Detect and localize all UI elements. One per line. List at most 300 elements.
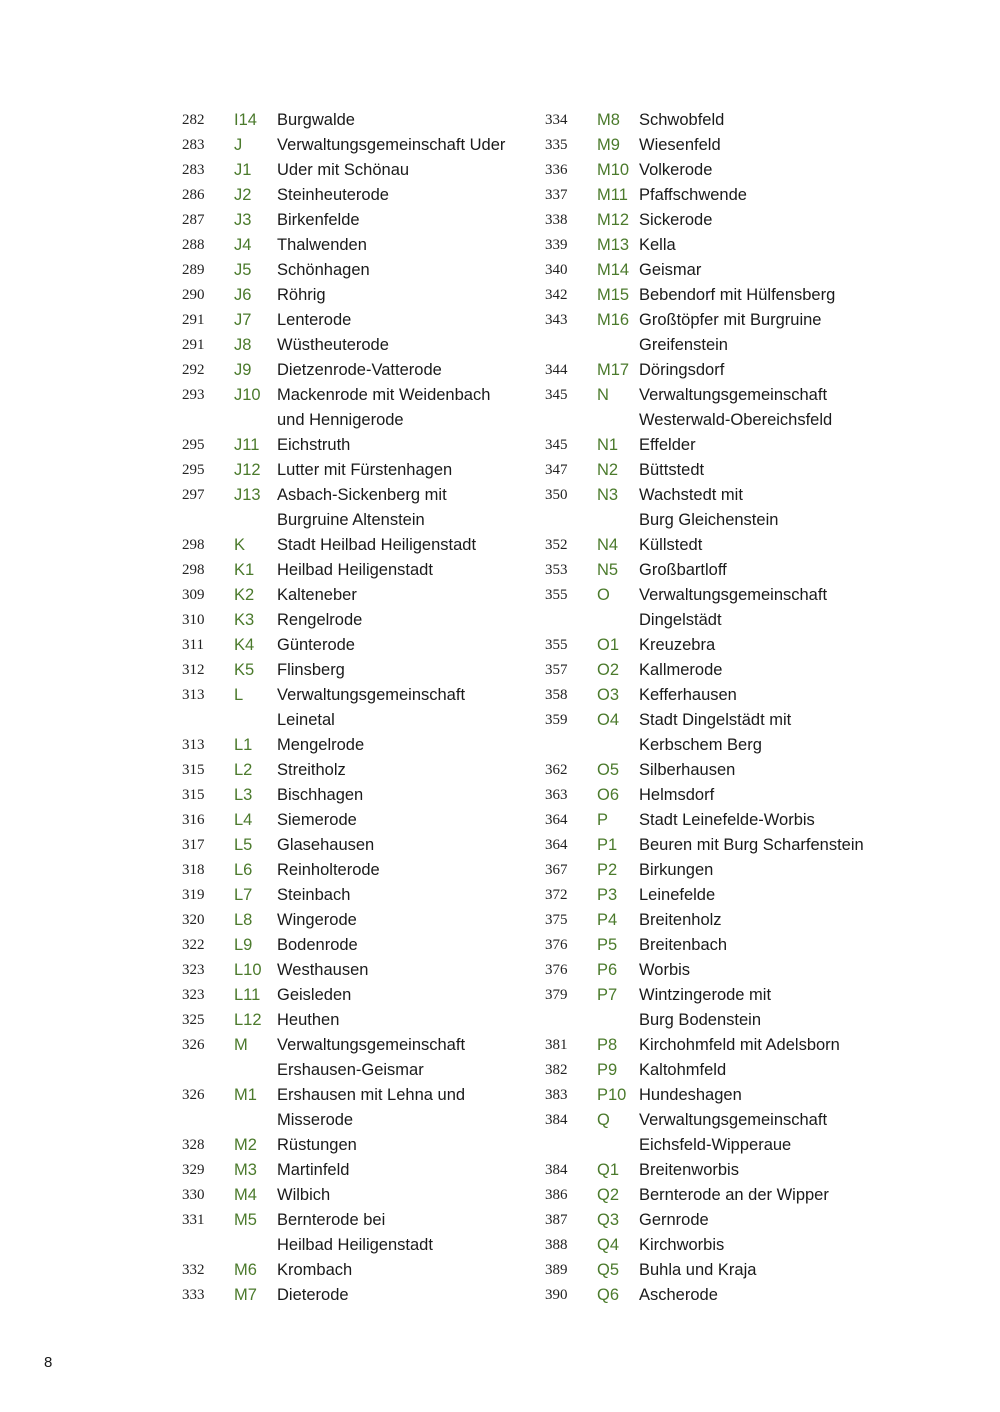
toc-page-number: 340: [545, 262, 568, 278]
toc-page-number: 352: [545, 537, 568, 553]
toc-section-code: N3: [597, 486, 619, 504]
toc-page-number: 362: [545, 762, 568, 778]
toc-page-number: 323: [182, 987, 205, 1003]
toc-title-line: Verwaltungsgemeinschaft: [277, 1036, 466, 1054]
toc-right-column: [545, 108, 890, 1308]
toc-entry: [545, 308, 890, 358]
toc-section-title: [277, 1083, 527, 1133]
toc-page-number: 331: [182, 1212, 205, 1228]
toc-page-number: 383: [545, 1087, 568, 1103]
toc-section-title: [639, 383, 890, 433]
toc-entry: [182, 583, 527, 608]
toc-entry: [545, 108, 890, 133]
toc-section-code: M8: [597, 111, 620, 129]
toc-entry: [545, 1183, 890, 1208]
toc-section-title: [277, 758, 527, 783]
toc-entry: [182, 183, 527, 208]
toc-page-number: 372: [545, 887, 568, 903]
toc-section-title: [277, 783, 527, 808]
toc-entry: [182, 758, 527, 783]
toc-section-title: [639, 1033, 890, 1058]
toc-section-code: O3: [597, 686, 620, 704]
toc-section-code: Q1: [597, 1161, 620, 1179]
toc-entry: [545, 1258, 890, 1283]
toc-section-title: [277, 883, 527, 908]
toc-entry: [182, 1033, 527, 1083]
toc-section-title: [639, 233, 890, 258]
toc-title-line: Wingerode: [277, 911, 357, 929]
toc-title-line: Siemerode: [277, 811, 357, 829]
toc-title-line: und Hennigerode: [277, 411, 404, 429]
toc-page-number: 342: [545, 287, 568, 303]
toc-section-title: [639, 1058, 890, 1083]
toc-section-code: P2: [597, 861, 618, 879]
toc-title-line: Bischhagen: [277, 786, 364, 804]
toc-entry: [545, 1208, 890, 1233]
toc-title-line: Steinheuterode: [277, 186, 389, 204]
toc-page-number: 295: [182, 462, 205, 478]
toc-page-number: 334: [545, 112, 568, 128]
toc-entry: [182, 1158, 527, 1183]
toc-section-code: J2: [234, 186, 252, 204]
toc-page-number: 326: [182, 1037, 205, 1053]
toc-entry: [545, 933, 890, 958]
toc-page-number: 345: [545, 437, 568, 453]
toc-title-line: Kella: [639, 236, 676, 254]
toc-entry: [545, 883, 890, 908]
toc-entry: [545, 233, 890, 258]
toc-section-code: M11: [597, 186, 628, 204]
toc-page-number: 323: [182, 962, 205, 978]
toc-section-code: M: [234, 1036, 248, 1054]
toc-entry: [545, 1083, 890, 1108]
toc-section-title: [639, 158, 890, 183]
toc-title-line: Lenterode: [277, 311, 352, 329]
toc-title-line: Burgwalde: [277, 111, 355, 129]
toc-entry: [182, 208, 527, 233]
toc-section-code: M7: [234, 1286, 257, 1304]
toc-section-title: [639, 1183, 890, 1208]
toc-entry: [545, 658, 890, 683]
toc-section-title: [277, 533, 527, 558]
toc-section-code: K2: [234, 586, 255, 604]
toc-section-code: M3: [234, 1161, 257, 1179]
toc-section-title: [277, 658, 527, 683]
toc-section-code: Q4: [597, 1236, 620, 1254]
toc-section-title: [277, 383, 527, 433]
toc-page-number: 328: [182, 1137, 205, 1153]
page-number: 8: [44, 1354, 53, 1371]
toc-title-line: Sickerode: [639, 211, 713, 229]
toc-title-line: Reinholterode: [277, 861, 380, 879]
toc-section-title: [639, 1258, 890, 1283]
toc-section-title: [639, 458, 890, 483]
toc-title-line: Kallmerode: [639, 661, 723, 679]
toc-section-code: M4: [234, 1186, 257, 1204]
toc-title-line: Dingelstädt: [639, 611, 722, 629]
toc-page-number: 388: [545, 1237, 568, 1253]
toc-entry: [182, 433, 527, 458]
toc-title-line: Kefferhausen: [639, 686, 737, 704]
toc-title-line: Schönhagen: [277, 261, 370, 279]
toc-title-line: Bernterode bei: [277, 1211, 386, 1229]
toc-title-line: Westhausen: [277, 961, 369, 979]
toc-title-line: Leinetal: [277, 711, 335, 729]
toc-section-title: [639, 1283, 890, 1308]
toc-section-title: [639, 1083, 890, 1108]
toc-page-number: 315: [182, 787, 205, 803]
toc-title-line: Burgruine Altenstein: [277, 511, 425, 529]
toc-section-code: L9: [234, 936, 253, 954]
toc-page-number: 318: [182, 862, 205, 878]
toc-page-number: 364: [545, 837, 568, 853]
toc-section-code: I14: [234, 111, 257, 129]
toc-title-line: Ershausen mit Lehna und: [277, 1086, 466, 1104]
toc-page-number: 375: [545, 912, 568, 928]
toc-section-title: [277, 208, 527, 233]
toc-title-line: Birkungen: [639, 861, 714, 879]
toc-section-title: [639, 183, 890, 208]
toc-title-line: Verwaltungsgemeinschaft: [639, 386, 828, 404]
toc-page-number: 283: [182, 162, 205, 178]
toc-section-code: K5: [234, 661, 255, 679]
toc-page-number: 343: [545, 312, 568, 328]
toc-title-line: Eichsfeld-Wipperaue: [639, 1136, 792, 1154]
toc-section-title: [277, 1183, 527, 1208]
toc-section-code: N2: [597, 461, 619, 479]
toc-section-code: M15: [597, 286, 630, 304]
toc-section-code: M10: [597, 161, 630, 179]
toc-entry: [182, 783, 527, 808]
toc-page-number: 355: [545, 637, 568, 653]
toc-section-title: [639, 708, 890, 758]
toc-entry: [182, 733, 527, 758]
toc-title-line: Krombach: [277, 1261, 353, 1279]
toc-section-title: [277, 1008, 527, 1033]
toc-title-line: Misserode: [277, 1111, 354, 1129]
toc-entry: [545, 258, 890, 283]
toc-section-title: [639, 858, 890, 883]
toc-page-number: 316: [182, 812, 205, 828]
toc-title-line: Bebendorf mit Hülfensberg: [639, 286, 836, 304]
toc-section-title: [277, 1208, 527, 1258]
toc-page-number: 282: [182, 112, 205, 128]
toc-entry: [182, 1083, 527, 1133]
toc-section-code: L12: [234, 1011, 262, 1029]
toc-title-line: Rüstungen: [277, 1136, 357, 1154]
toc-section-title: [277, 258, 527, 283]
toc-section-code: L11: [234, 986, 261, 1004]
toc-entry: [182, 683, 527, 733]
toc-page-number: 310: [182, 612, 205, 628]
toc-title-line: Küllstedt: [639, 536, 703, 554]
toc-section-title: [639, 1233, 890, 1258]
toc-entry: [182, 908, 527, 933]
toc-title-line: Greifenstein: [639, 336, 728, 354]
toc-entry: [545, 358, 890, 383]
toc-section-title: [639, 1158, 890, 1183]
toc-title-line: Ershausen-Geismar: [277, 1061, 424, 1079]
toc-section-title: [277, 983, 527, 1008]
toc-section-title: [277, 433, 527, 458]
toc-section-code: M9: [597, 136, 620, 154]
toc-section-title: [277, 183, 527, 208]
toc-section-title: [277, 833, 527, 858]
toc-entry: [545, 283, 890, 308]
toc-section-code: N1: [597, 436, 619, 454]
toc-section-title: [639, 308, 890, 358]
toc-title-line: Kerbschem Berg: [639, 736, 762, 754]
toc-page-number: 376: [545, 962, 568, 978]
toc-section-code: J8: [234, 336, 252, 354]
toc-section-code: P: [597, 811, 609, 829]
toc-section-code: O: [597, 586, 610, 604]
toc-entry: [182, 483, 527, 533]
toc-page-number: 389: [545, 1262, 568, 1278]
toc-section-title: [277, 1258, 527, 1283]
toc-section-title: [277, 233, 527, 258]
toc-entry: [545, 858, 890, 883]
toc-section-code: L: [234, 686, 244, 704]
toc-page-number: 350: [545, 487, 568, 503]
toc-section-title: [639, 433, 890, 458]
toc-page-number: 390: [545, 1287, 568, 1303]
toc-title-line: Steinbach: [277, 886, 351, 904]
toc-section-title: [277, 358, 527, 383]
toc-title-line: Effelder: [639, 436, 696, 454]
toc-title-line: Beuren mit Burg Scharfenstein: [639, 836, 864, 854]
toc-entry: [182, 1283, 527, 1308]
toc-section-code: K: [234, 536, 246, 554]
toc-section-code: J11: [234, 436, 260, 454]
toc-title-line: Günterode: [277, 636, 355, 654]
toc-entry: [182, 158, 527, 183]
toc-entry: [545, 433, 890, 458]
toc-page-number: 384: [545, 1112, 568, 1128]
toc-section-title: [277, 1158, 527, 1183]
toc-section-title: [639, 533, 890, 558]
toc-entry: [182, 833, 527, 858]
toc-title-line: Gernrode: [639, 1211, 709, 1229]
toc-section-title: [277, 933, 527, 958]
toc-section-title: [277, 558, 527, 583]
toc-section-title: [277, 483, 527, 533]
toc-title-line: Bernterode an der Wipper: [639, 1186, 829, 1204]
toc-title-line: Mackenrode mit Weidenbach: [277, 386, 491, 404]
toc-entry: [545, 983, 890, 1033]
toc-page-number: 298: [182, 537, 205, 553]
toc-entry: [545, 1158, 890, 1183]
toc-section-title: [639, 833, 890, 858]
toc-section-title: [277, 958, 527, 983]
toc-section-title: [639, 983, 890, 1033]
toc-title-line: Stadt Heilbad Heiligenstadt: [277, 536, 477, 554]
toc-section-code: L10: [234, 961, 262, 979]
toc-page-number: 288: [182, 237, 205, 253]
toc-page-number: 289: [182, 262, 205, 278]
toc-section-title: [277, 133, 527, 158]
toc-section-code: P6: [597, 961, 618, 979]
toc-page-number: 313: [182, 737, 205, 753]
toc-page-number: 332: [182, 1262, 205, 1278]
toc-title-line: Streitholz: [277, 761, 346, 779]
toc-page-number: 337: [545, 187, 568, 203]
toc-entry: [545, 708, 890, 758]
toc-entry: [545, 383, 890, 433]
toc-entry: [545, 1033, 890, 1058]
toc-section-code: M12: [597, 211, 630, 229]
toc-page-number: 333: [182, 1287, 205, 1303]
toc-entry: [182, 258, 527, 283]
toc-section-code: P1: [597, 836, 618, 854]
toc-section-code: P4: [597, 911, 618, 929]
toc-title-line: Kirchohmfeld mit Adelsborn: [639, 1036, 840, 1054]
toc-entry: [182, 658, 527, 683]
toc-section-code: N5: [597, 561, 619, 579]
toc-title-line: Heilbad Heiligenstadt: [277, 561, 433, 579]
toc-title-line: Großbartloff: [639, 561, 727, 579]
toc-entry: [545, 633, 890, 658]
toc-title-line: Westerwald-Obereichsfeld: [639, 411, 833, 429]
toc-entry: [182, 108, 527, 133]
toc-section-title: [639, 1108, 890, 1158]
toc-page-number: 291: [182, 312, 205, 328]
toc-section-title: [639, 583, 890, 633]
toc-entry: [545, 783, 890, 808]
toc-section-title: [639, 133, 890, 158]
toc-section-code: Q2: [597, 1186, 620, 1204]
toc-title-line: Wachstedt mit: [639, 486, 743, 504]
toc-section-title: [639, 283, 890, 308]
toc-title-line: Stadt Leinefelde-Worbis: [639, 811, 815, 829]
toc-section-title: [277, 583, 527, 608]
toc-section-title: [639, 808, 890, 833]
toc-page-number: 287: [182, 212, 205, 228]
toc-entry: [182, 358, 527, 383]
toc-entry: [545, 183, 890, 208]
toc-section-title: [639, 1208, 890, 1233]
toc-section-title: [639, 258, 890, 283]
toc-title-line: Wiesenfeld: [639, 136, 721, 154]
toc-title-line: Lutter mit Fürstenhagen: [277, 461, 453, 479]
toc-title-line: Verwaltungsgemeinschaft: [639, 586, 828, 604]
toc-section-title: [277, 333, 527, 358]
toc-page-number: 330: [182, 1187, 205, 1203]
toc-section-code: M16: [597, 311, 630, 329]
toc-section-code: J1: [234, 161, 252, 179]
toc-title-line: Kirchworbis: [639, 1236, 725, 1254]
toc-section-code: Q3: [597, 1211, 620, 1229]
toc-entry: [182, 308, 527, 333]
toc-title-line: Verwaltungsgemeinschaft: [639, 1111, 828, 1129]
toc-page-number: 315: [182, 762, 205, 778]
toc-title-line: Stadt Dingelstädt mit: [639, 711, 792, 729]
toc-page-number: 322: [182, 937, 205, 953]
toc-title-line: Verwaltungsgemeinschaft: [277, 686, 466, 704]
toc-section-code: N: [597, 386, 609, 404]
toc-section-title: [277, 808, 527, 833]
toc-entry: [182, 933, 527, 958]
toc-page-number: 339: [545, 237, 568, 253]
toc-title-line: Uder mit Schönau: [277, 161, 410, 179]
toc-section-code: O1: [597, 636, 620, 654]
toc-section-code: M14: [597, 261, 630, 279]
toc-page-number: 387: [545, 1212, 568, 1228]
toc-section-code: J3: [234, 211, 252, 229]
toc-page-number: 309: [182, 587, 205, 603]
toc-title-line: Breitenworbis: [639, 1161, 739, 1179]
toc-title-line: Burg Gleichenstein: [639, 511, 779, 529]
toc-section-title: [639, 933, 890, 958]
toc-page-number: 290: [182, 287, 205, 303]
toc-entry: [182, 333, 527, 358]
toc-entry: [182, 608, 527, 633]
toc-entry: [545, 908, 890, 933]
toc-section-code: L3: [234, 786, 253, 804]
toc-entry: [545, 583, 890, 633]
toc-entry: [545, 1233, 890, 1258]
toc-entry: [545, 833, 890, 858]
toc-title-line: Kreuzebra: [639, 636, 716, 654]
toc-title-line: Helmsdorf: [639, 786, 715, 804]
toc-title-line: Ascherode: [639, 1286, 718, 1304]
toc-section-title: [639, 483, 890, 533]
toc-entry: [182, 458, 527, 483]
toc-entry: [545, 533, 890, 558]
toc-section-code: M6: [234, 1261, 257, 1279]
toc-title-line: Heilbad Heiligenstadt: [277, 1236, 433, 1254]
toc-title-line: Kaltohmfeld: [639, 1061, 727, 1079]
toc-section-code: J4: [234, 236, 252, 254]
toc-entry: [545, 758, 890, 783]
toc-page-number: 344: [545, 362, 568, 378]
toc-page-number: 326: [182, 1087, 205, 1103]
toc-entry: [182, 383, 527, 433]
toc-section-title: [277, 1033, 527, 1083]
toc-title-line: Thalwenden: [277, 236, 367, 254]
toc-section-code: J6: [234, 286, 252, 304]
toc-page-number: 376: [545, 937, 568, 953]
toc-section-code: J7: [234, 311, 252, 329]
toc-entry: [182, 858, 527, 883]
toc-title-line: Schwobfeld: [639, 111, 725, 129]
toc-title-line: Buhla und Kraja: [639, 1261, 757, 1279]
toc-page-number: 379: [545, 987, 568, 1003]
toc-section-code: L4: [234, 811, 253, 829]
toc-entry: [545, 808, 890, 833]
toc-title-line: Wilbich: [277, 1186, 331, 1204]
toc-section-code: L8: [234, 911, 253, 929]
toc-title-line: Flinsberg: [277, 661, 345, 679]
toc-section-title: [277, 633, 527, 658]
toc-section-code: Q: [597, 1111, 610, 1129]
toc-page-number: 386: [545, 1187, 568, 1203]
toc-title-line: Burg Bodenstein: [639, 1011, 762, 1029]
toc-title-line: Mengelrode: [277, 736, 365, 754]
toc-page-number: 382: [545, 1062, 568, 1078]
toc-title-line: Pfaffschwende: [639, 186, 747, 204]
toc-entry: [182, 958, 527, 983]
toc-page-number: 364: [545, 812, 568, 828]
toc-page-number: 319: [182, 887, 205, 903]
toc-page-number: 353: [545, 562, 568, 578]
toc-title-line: Großtöpfer mit Burgruine: [639, 311, 822, 329]
toc-title-line: Büttstedt: [639, 461, 705, 479]
toc-page-number: 357: [545, 662, 568, 678]
toc-title-line: Hundeshagen: [639, 1086, 742, 1104]
toc-entry: [182, 983, 527, 1008]
toc-title-line: Kalteneber: [277, 586, 357, 604]
